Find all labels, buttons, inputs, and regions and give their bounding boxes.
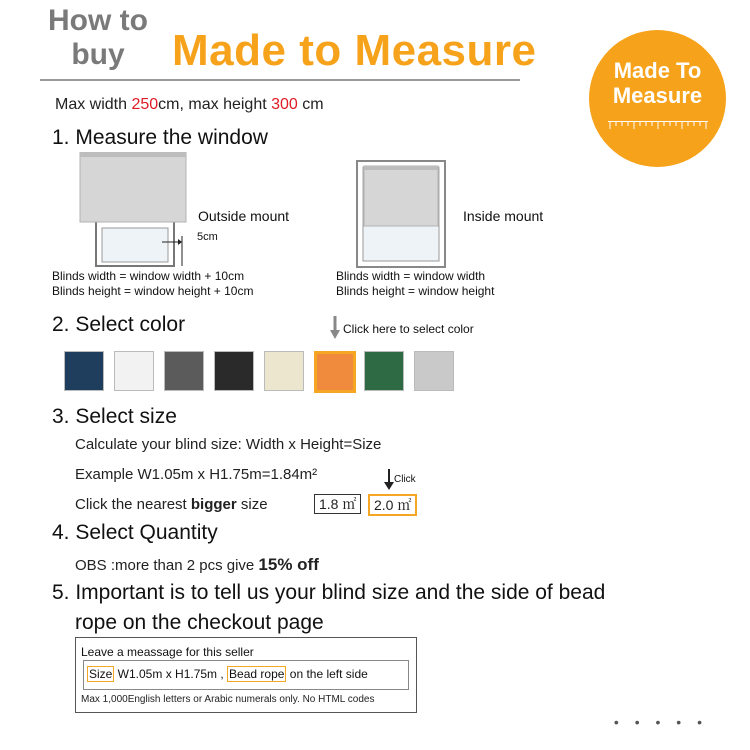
color-swatch-silver[interactable]: [414, 351, 454, 391]
click-prefix: Click the nearest: [75, 496, 191, 513]
bead-rope-highlight: Bead rope: [229, 667, 285, 681]
limits-prefix: Max width: [55, 96, 132, 113]
color-swatch-green[interactable]: [364, 351, 404, 391]
color-swatch-navy[interactable]: [64, 351, 104, 391]
select-color-hint: Click here to select color: [343, 322, 474, 336]
inside-formula-width: Blinds width = window width: [336, 269, 486, 283]
click-suffix: size: [236, 496, 268, 513]
how-to-line1: How to: [48, 4, 148, 37]
step3-heading: 3. Select size: [52, 405, 177, 428]
limits-suffix: cm: [297, 96, 324, 113]
message-box-title: Leave a meassage for this seller: [81, 645, 254, 659]
ruler-icon: [608, 121, 708, 131]
side-text: on the left side: [286, 667, 368, 681]
step1-heading: 1. Measure the window: [52, 126, 268, 149]
how-to-line2: buy: [71, 38, 125, 71]
arrow-down-icon: [330, 316, 340, 340]
max-width-value: 250: [131, 96, 159, 113]
outside-mount-illustration: [78, 152, 198, 268]
title-divider: [40, 79, 520, 81]
color-swatch-orange[interactable]: [314, 351, 356, 393]
message-example-text: [87, 667, 368, 681]
click-bold: bigger: [190, 496, 237, 513]
inside-formula-height: Blinds height = window height: [336, 284, 495, 298]
color-swatch-gray[interactable]: [164, 351, 204, 391]
quantity-discount-note: [75, 555, 319, 575]
step5-heading-line2: rope on the checkout page: [75, 611, 324, 634]
message-footnote: Max 1,000English letters or Arabic numerals only. No HTML codes: [81, 694, 375, 705]
offset-label: 5cm: [197, 231, 218, 243]
outside-formula-height: Blinds height = window height + 10cm: [52, 284, 254, 298]
arrow-down-icon: [384, 469, 394, 491]
inside-mount-label: Inside mount: [463, 208, 544, 224]
size-calculation: Calculate your blind size: Width x Height=Size: [75, 436, 382, 453]
size-limits: [55, 96, 324, 114]
page-title: Made to Measure: [172, 26, 537, 75]
size-example: Example W1.05m x H1.75m=1.84m²: [75, 466, 318, 483]
badge-line2: Measure: [612, 83, 703, 108]
outside-mount-label: Outside mount: [198, 208, 290, 224]
obs-prefix: OBS :more than 2 pcs give: [75, 557, 259, 574]
color-swatch-white[interactable]: [114, 351, 154, 391]
step4-heading: 4. Select Quantity: [52, 521, 218, 544]
nearest-size-instruction: [75, 496, 268, 513]
step2-heading: 2. Select color: [52, 313, 186, 336]
how-to-buy-heading: [48, 4, 148, 72]
badge-text: [589, 58, 726, 108]
inside-mount-illustration: [356, 160, 446, 268]
limits-mid: cm, max height: [158, 96, 272, 113]
more-dots: • • • • •: [613, 714, 708, 730]
click-hint: Click: [394, 474, 416, 485]
dims-text: W1.05m x H1.75m ,: [114, 667, 228, 681]
size-option-1-8[interactable]: 1.8 ㎡: [314, 494, 361, 514]
outside-formula-width: Blinds width = window width + 10cm: [52, 269, 245, 283]
discount-value: 15% off: [258, 555, 319, 574]
step5-heading-line1: 5. Important is to tell us your blind size and the side of bead: [52, 581, 606, 604]
badge-line1: Made To: [613, 58, 702, 83]
max-height-value: 300: [271, 96, 298, 113]
size-highlight: Size: [89, 667, 113, 681]
color-swatch-black[interactable]: [214, 351, 254, 391]
color-swatch-cream[interactable]: [264, 351, 304, 391]
size-option-2-0[interactable]: 2.0 ㎡: [368, 494, 417, 516]
